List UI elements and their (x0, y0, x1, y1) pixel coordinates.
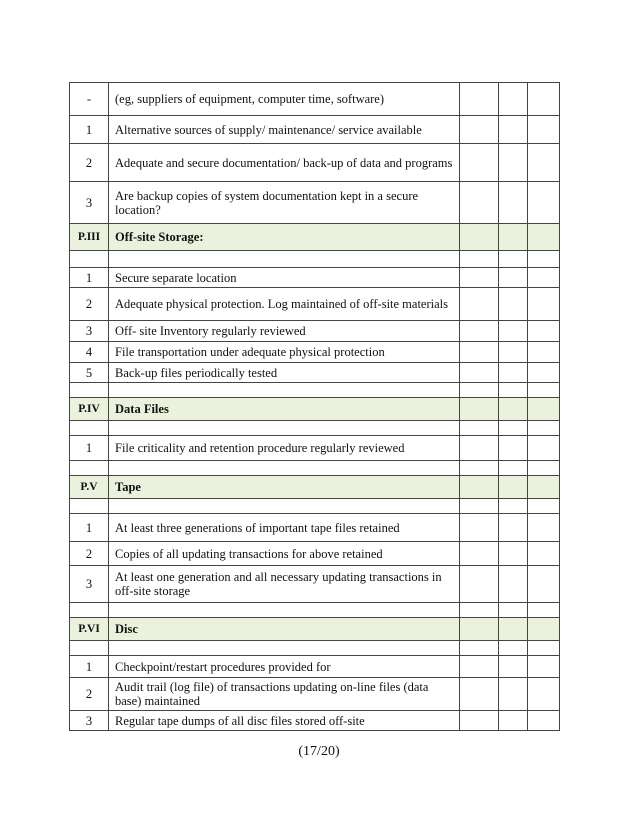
row-description: (eg, suppliers of equipment, computer time, software) (109, 83, 460, 116)
check-cell-1[interactable] (460, 678, 499, 711)
row-description (109, 499, 460, 514)
row-description (109, 461, 460, 476)
check-cell-1[interactable] (460, 436, 499, 461)
row-number: 1 (70, 268, 109, 288)
check-cell-2[interactable] (499, 224, 528, 251)
row-description (109, 641, 460, 656)
row-description: File transportation under adequate physical protection (109, 342, 460, 363)
row-description (109, 251, 460, 268)
blank-row (70, 603, 560, 618)
check-cell-3[interactable] (528, 398, 560, 421)
check-cell-3[interactable] (528, 363, 560, 383)
row-description: At least one generation and all necessary updating transactions in off-site storage (109, 566, 460, 603)
blank-row (70, 251, 560, 268)
row-description: File criticality and retention procedure regularly reviewed (109, 436, 460, 461)
blank-row (70, 641, 560, 656)
check-cell-2[interactable] (499, 182, 528, 224)
check-cell-3[interactable] (528, 566, 560, 603)
check-cell-3[interactable] (528, 476, 560, 499)
checklist-row (70, 83, 560, 116)
check-cell-2[interactable] (499, 566, 528, 603)
check-cell-3[interactable] (528, 224, 560, 251)
check-cell-1[interactable] (460, 363, 499, 383)
row-number: 3 (70, 711, 109, 731)
check-cell-3[interactable] (528, 342, 560, 363)
row-number: 3 (70, 566, 109, 603)
check-cell-2[interactable] (499, 514, 528, 542)
check-cell-1[interactable] (460, 461, 499, 476)
check-cell-1[interactable] (460, 421, 499, 436)
section-header-row (70, 476, 560, 499)
checklist-row (70, 436, 560, 461)
check-cell-2[interactable] (499, 383, 528, 398)
check-cell-1[interactable] (460, 476, 499, 499)
row-number: 4 (70, 342, 109, 363)
check-cell-2[interactable] (499, 656, 528, 678)
check-cell-2[interactable] (499, 288, 528, 321)
row-number: P.V (70, 476, 109, 499)
row-description: Are backup copies of system documentation kept in a secure location? (109, 182, 460, 224)
row-description: Regular tape dumps of all disc files stored off-site (109, 711, 460, 731)
check-cell-2[interactable] (499, 321, 528, 342)
check-cell-1[interactable] (460, 321, 499, 342)
check-cell-1[interactable] (460, 342, 499, 363)
check-cell-2[interactable] (499, 618, 528, 641)
check-cell-1[interactable] (460, 711, 499, 731)
check-cell-3[interactable] (528, 641, 560, 656)
check-cell-3[interactable] (528, 251, 560, 268)
checklist-body (70, 83, 560, 731)
check-cell-2[interactable] (499, 144, 528, 182)
check-cell-2[interactable] (499, 421, 528, 436)
row-description: Checkpoint/restart procedures provided for (109, 656, 460, 678)
checklist-row (70, 363, 560, 383)
check-cell-3[interactable] (528, 144, 560, 182)
section-header-row (70, 398, 560, 421)
page-number: (17/20) (298, 744, 340, 759)
row-description: Adequate physical protection. Log maintained of off-site materials (109, 288, 460, 321)
check-cell-2[interactable] (499, 398, 528, 421)
check-cell-2[interactable] (499, 116, 528, 144)
checklist-row (70, 711, 560, 731)
check-cell-3[interactable] (528, 421, 560, 436)
row-number (70, 603, 109, 618)
blank-row (70, 421, 560, 436)
checklist-row (70, 542, 560, 566)
check-cell-1[interactable] (460, 182, 499, 224)
check-cell-3[interactable] (528, 436, 560, 461)
checklist-row (70, 514, 560, 542)
checklist-row (70, 656, 560, 678)
row-description: Audit trail (log file) of transactions updating on-line files (data base) maintained (109, 678, 460, 711)
row-number (70, 499, 109, 514)
check-cell-1[interactable] (460, 566, 499, 603)
check-cell-1[interactable] (460, 398, 499, 421)
check-cell-2[interactable] (499, 251, 528, 268)
row-description: Off- site Inventory regularly reviewed (109, 321, 460, 342)
row-description (109, 383, 460, 398)
check-cell-1[interactable] (460, 542, 499, 566)
row-number (70, 383, 109, 398)
row-number: 2 (70, 542, 109, 566)
blank-row (70, 461, 560, 476)
row-number: P.IV (70, 398, 109, 421)
row-description: Disc (109, 618, 460, 641)
row-number: - (70, 83, 109, 116)
check-cell-3[interactable] (528, 321, 560, 342)
row-number: 1 (70, 514, 109, 542)
check-cell-1[interactable] (460, 224, 499, 251)
check-cell-3[interactable] (528, 461, 560, 476)
row-description: Secure separate location (109, 268, 460, 288)
check-cell-2[interactable] (499, 678, 528, 711)
section-header-row (70, 618, 560, 641)
row-number: P.III (70, 224, 109, 251)
checklist-row (70, 182, 560, 224)
row-number: 1 (70, 116, 109, 144)
check-cell-2[interactable] (499, 711, 528, 731)
row-description: Data Files (109, 398, 460, 421)
row-number (70, 641, 109, 656)
check-cell-1[interactable] (460, 83, 499, 116)
check-cell-3[interactable] (528, 182, 560, 224)
check-cell-1[interactable] (460, 116, 499, 144)
check-cell-1[interactable] (460, 499, 499, 514)
row-description: Adequate and secure documentation/ back-up of data and programs (109, 144, 460, 182)
check-cell-3[interactable] (528, 116, 560, 144)
check-cell-1[interactable] (460, 514, 499, 542)
check-cell-2[interactable] (499, 476, 528, 499)
check-cell-1[interactable] (460, 144, 499, 182)
row-description: Off-site Storage: (109, 224, 460, 251)
row-number: P.VI (70, 618, 109, 641)
check-cell-3[interactable] (528, 288, 560, 321)
check-cell-3[interactable] (528, 656, 560, 678)
check-cell-1[interactable] (460, 383, 499, 398)
blank-row (70, 499, 560, 514)
check-cell-2[interactable] (499, 461, 528, 476)
check-cell-3[interactable] (528, 678, 560, 711)
row-number: 2 (70, 144, 109, 182)
checklist-row (70, 144, 560, 182)
check-cell-3[interactable] (528, 383, 560, 398)
check-cell-2[interactable] (499, 268, 528, 288)
checklist-row (70, 566, 560, 603)
row-number: 1 (70, 656, 109, 678)
check-cell-1[interactable] (460, 618, 499, 641)
check-cell-3[interactable] (528, 711, 560, 731)
row-number: 3 (70, 182, 109, 224)
checklist-row (70, 342, 560, 363)
checklist-row (70, 678, 560, 711)
check-cell-3[interactable] (528, 603, 560, 618)
check-cell-3[interactable] (528, 514, 560, 542)
row-number (70, 251, 109, 268)
check-cell-3[interactable] (528, 83, 560, 116)
check-cell-2[interactable] (499, 641, 528, 656)
checklist-table (69, 82, 560, 731)
check-cell-2[interactable] (499, 499, 528, 514)
check-cell-3[interactable] (528, 618, 560, 641)
row-description (109, 603, 460, 618)
check-cell-1[interactable] (460, 251, 499, 268)
check-cell-3[interactable] (528, 268, 560, 288)
check-cell-2[interactable] (499, 436, 528, 461)
row-number: 5 (70, 363, 109, 383)
check-cell-2[interactable] (499, 603, 528, 618)
row-description: Tape (109, 476, 460, 499)
check-cell-3[interactable] (528, 542, 560, 566)
row-description: Alternative sources of supply/ maintenance/ service available (109, 116, 460, 144)
checklist-row (70, 288, 560, 321)
check-cell-1[interactable] (460, 268, 499, 288)
row-number: 1 (70, 436, 109, 461)
row-number (70, 421, 109, 436)
checklist-row (70, 321, 560, 342)
check-cell-2[interactable] (499, 542, 528, 566)
checklist-row (70, 116, 560, 144)
row-description: At least three generations of important tape files retained (109, 514, 460, 542)
check-cell-2[interactable] (499, 363, 528, 383)
row-number: 3 (70, 321, 109, 342)
row-description: Back-up files periodically tested (109, 363, 460, 383)
row-number: 2 (70, 288, 109, 321)
check-cell-2[interactable] (499, 83, 528, 116)
row-number (70, 461, 109, 476)
check-cell-1[interactable] (460, 641, 499, 656)
row-description: Copies of all updating transactions for above retained (109, 542, 460, 566)
checklist-row (70, 268, 560, 288)
blank-row (70, 383, 560, 398)
check-cell-3[interactable] (528, 499, 560, 514)
check-cell-1[interactable] (460, 656, 499, 678)
check-cell-1[interactable] (460, 603, 499, 618)
row-description (109, 421, 460, 436)
check-cell-1[interactable] (460, 288, 499, 321)
row-number: 2 (70, 678, 109, 711)
section-header-row (70, 224, 560, 251)
check-cell-2[interactable] (499, 342, 528, 363)
